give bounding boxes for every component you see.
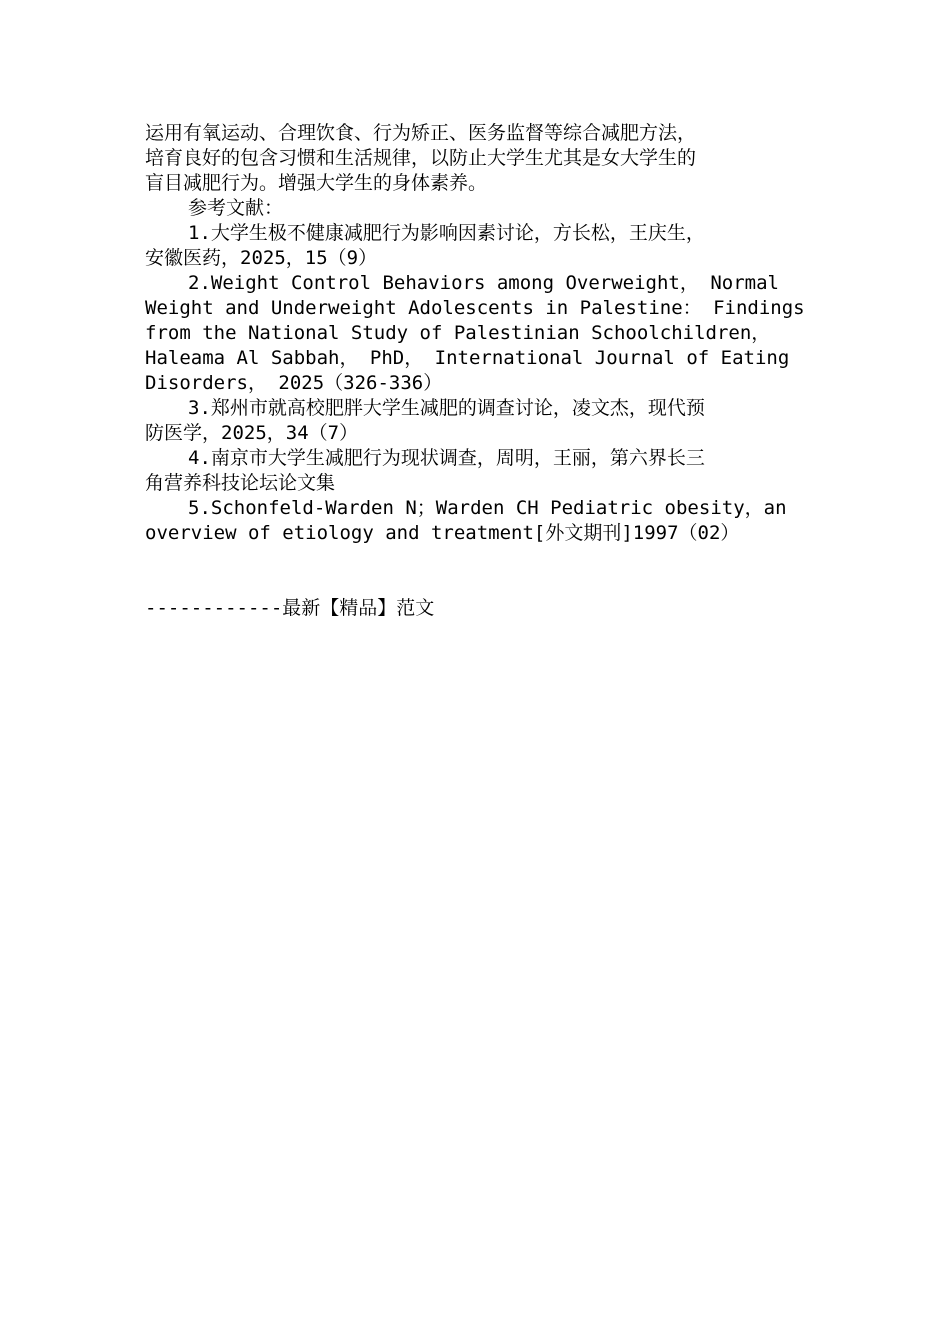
footer-tagline: ------------最新【精品】范文 [145, 597, 435, 619]
reference-line: Haleama Al Sabbah， PhD， International Journal of Eating [145, 347, 790, 369]
reference-item [145, 396, 795, 446]
reference-item [145, 446, 795, 496]
reference-line: 角营养科技论坛论文集 [145, 472, 336, 494]
reference-line: 防医学，2025，34（7） [145, 422, 359, 444]
reference-line: 安徽医药，2025，15（9） [145, 247, 378, 269]
reference-item [145, 496, 795, 546]
reference-line: 3.郑州市就高校肥胖大学生减肥的调查讨论，凌文杰，现代预 [188, 397, 705, 419]
reference-line: overview of etiology and treatment[外文期刊]1997（02） [145, 522, 740, 544]
reference-line: 5.Schonfeld-Warden N；Warden CH Pediatric obesity，an [188, 497, 787, 519]
reference-line: from the National Study of Palestinian Schoolchildren， [145, 322, 771, 344]
reference-line: Weight and Underweight Adolescents in Palestine： Findings [145, 297, 805, 319]
references-heading: 参考文献： [188, 197, 284, 219]
reference-line: 4.南京市大学生减肥行为现状调查，周明，王丽，第六界长三 [188, 447, 705, 469]
document-page [145, 121, 805, 546]
reference-line: Disorders， 2025（326-336） [145, 372, 443, 394]
reference-item [145, 221, 795, 271]
reference-line: 2.Weight Control Behaviors among Overweight， Normal [188, 272, 779, 294]
body-text-line: 盲目减肥行为。增强大学生的身体素养。 [145, 172, 488, 194]
reference-item [145, 271, 805, 396]
body-text-line: 培育良好的包含习惯和生活规律，以防止大学生尤其是女大学生的 [145, 147, 697, 169]
reference-line: 1.大学生极不健康减肥行为影响因素讨论，方长松，王庆生， [188, 222, 705, 244]
body-text-line: 运用有氧运动、合理饮食、行为矫正、医务监督等综合减肥方法， [145, 122, 697, 144]
